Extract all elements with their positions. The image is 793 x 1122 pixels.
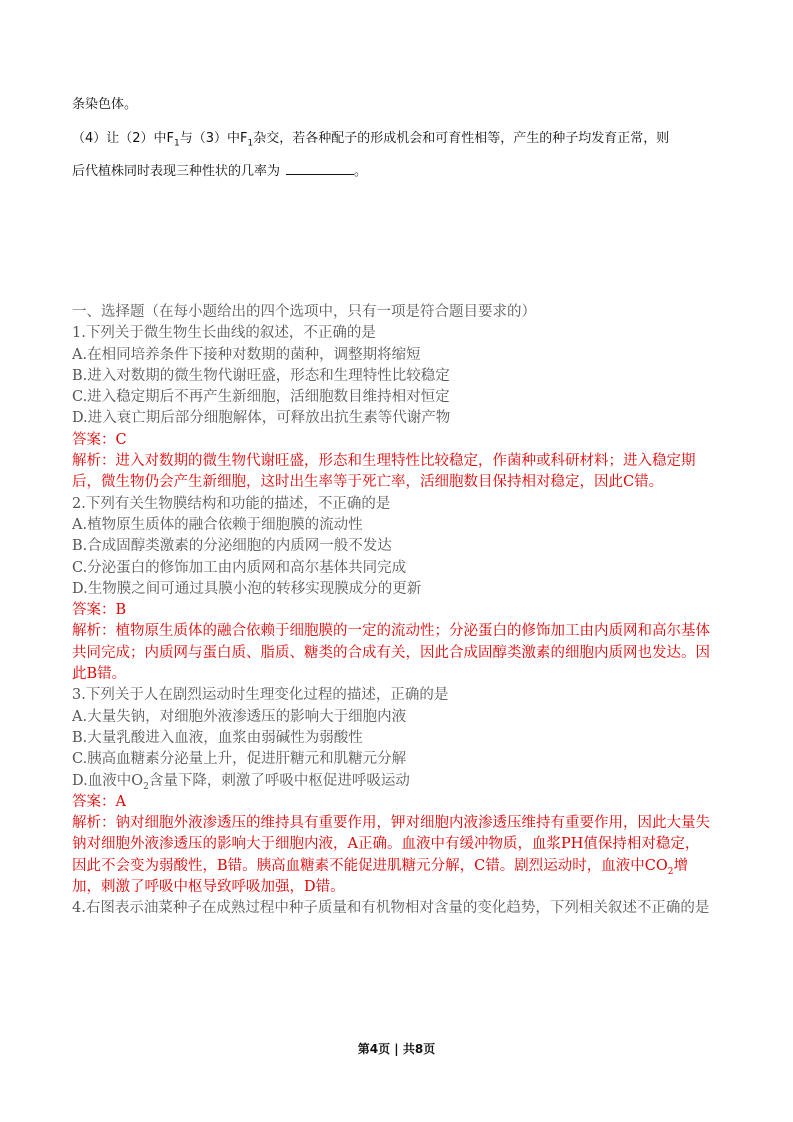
option-d-part-a: D.血液中O (72, 772, 144, 789)
analysis-part-b: 增加，刺激了呼吸中枢导致呼吸加强，D错。 (72, 857, 688, 896)
answer-line: 答案：C (72, 431, 127, 448)
option-b: B.合成固醇类激素的分泌细胞的内质网一般不发达 (72, 538, 392, 555)
q4-part-c: 杂交，若各种配子的形成机会和可育性相等，产生的种子均发育正常，则 (253, 131, 670, 146)
question-stem: 4.右图表示油菜种子在成熟过程中种子质量和有机物相对含量的变化趋势，下列相关叙述不正确的是 (72, 900, 710, 917)
question-4-text (72, 130, 669, 148)
analysis-part-a: 解析：钠对细胞外液渗透压的维持具有重要作用，钾对细胞内液渗透压维持有重要作用，因此大量失钠对细胞外液渗透压的影响大于细胞内液，A正确。血液中有缓冲物质，血浆PH值保持相对稳定，因此不会变为弱酸性，B错。胰高血糖素不能促进肌糖元分解，C错。剧烈运动时，血液中CO (72, 815, 710, 874)
subscript: 1 (174, 138, 180, 149)
answer-line: 答案：B (72, 602, 127, 619)
option-d (72, 771, 712, 792)
choice-section (72, 302, 712, 920)
question-stem: 1.下列关于微生物生长曲线的叙述，不正确的是 (72, 325, 376, 342)
option-a: A.大量失钠，对细胞外液渗透压的影响大于细胞内液 (72, 708, 407, 725)
section-title: 一、选择题（在每小题给出的四个选项中，只有一项是符合题目要求的） (72, 304, 536, 320)
q4-part-a: （4）让（2）中F (72, 131, 175, 146)
subscript: 2 (667, 866, 674, 877)
option-a: A.在相同培养条件下接种对数期的菌种，调整期将缩短 (72, 346, 421, 363)
option-d: D.生物膜之间可通过具膜小泡的转移实现膜成分的更新 (72, 580, 422, 597)
analysis-text: 解析：进入对数期的微生物代谢旺盛，形态和生理特性比较稳定，作菌种或科研材料；进入稳定期后，微生物仍会产生新细胞，这时出生率等于死亡率，活细胞数目保持相对稳定，因此C错。 (72, 453, 696, 491)
analysis-text (72, 813, 712, 898)
question-stem: 2.下列有关生物膜结构和功能的描述，不正确的是 (72, 495, 391, 512)
answer-line: 答案：A (72, 793, 126, 810)
question-stem: 3.下列关于人在剧烈运动时生理变化过程的描述，正确的是 (72, 687, 449, 704)
option-d-part-b: 含量下降，刺激了呼吸中枢促进呼吸运动 (148, 772, 410, 789)
subscript: 1 (247, 138, 254, 149)
option-c: C.进入稳定期后不再产生新细胞，活细胞数目维持相对恒定 (72, 389, 450, 406)
option-c: C.胰高血糖素分泌量上升，促进肝糖元和肌糖元分解 (72, 751, 407, 768)
option-a: A.植物原生质体的融合依赖于细胞膜的流动性 (72, 516, 363, 533)
option-d: D.进入衰亡期后部分细胞解体，可释放出抗生素等代谢产物 (72, 410, 451, 427)
answer-blank (286, 162, 354, 175)
subscript: 2 (143, 781, 149, 792)
q4-part-b: 与（3）中F (179, 131, 248, 146)
page-footer: 第4页 | 共8页 (357, 1042, 436, 1056)
line-chromosome: 条染色体。 (72, 97, 138, 112)
q4-prompt-end: 。 (354, 164, 368, 179)
analysis-text: 解析：植物原生质体的融合依赖于细胞膜的一定的流动性；分泌蛋白的修饰加工由内质网和高尔基体共同完成；内质网与蛋白质、脂质、糖类的合成有关，因此合成固醇类激素的细胞内质网也发达。因此B错。 (72, 623, 710, 683)
q4-prompt-text: 后代植株同时表现三种性状的几率为 (72, 164, 281, 179)
option-b: B.大量乳酸进入血液，血浆由弱碱性为弱酸性 (72, 729, 363, 746)
option-c: C.分泌蛋白的修饰加工由内质网和高尔基体共同完成 (72, 559, 407, 576)
question-4-prompt (72, 162, 367, 181)
option-b: B.进入对数期的微生物代谢旺盛，形态和生理特性比较稳定 (72, 367, 450, 384)
